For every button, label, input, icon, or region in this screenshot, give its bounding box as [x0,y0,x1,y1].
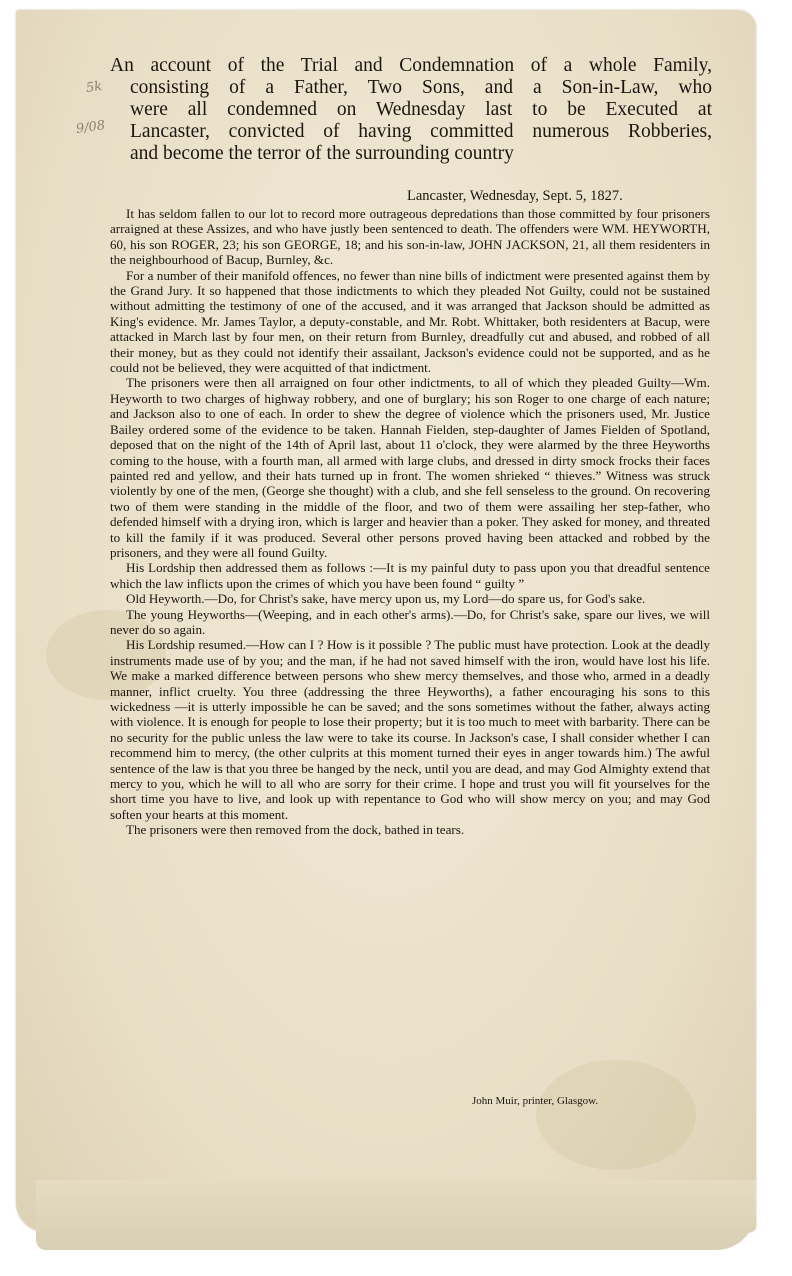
paragraph: The prisoners were then removed from the dock, bathed in tears. [126,822,465,838]
headline-line: consisting of a Father, Two Sons, and a Son-in-Law, who [130,77,712,98]
torn-bottom-edge [36,1180,756,1250]
headline [110,55,712,165]
pencil-note: 5k [85,78,104,97]
paragraph: The prisoners were then all arraigned on four other indictments, to all of which they pleaded Guilty—Wm. Heyworth to two charges of highway robbery, and one of burglary; his son Roger to one charge of each nature; and Jackson also to one of each. In order to shew the degree of violence which the prisoners used, Mr. Justice Bailey ordered some of the evidence to be taken. Hannah Fielden, step-daughter of James Fielden of Spotland, deposed that on the night of the 14th of April last, about 11 o'clock, they were alarmed by the three Heyworths coming to the house, with a fourth man, all armed with large clubs, and dressed in dirty smock frocks their faces painted red and yellow, and their hats turned up in front. The women shrieked “ thieves.” Witness was struck violently by one of the men, (George she thought) with a club, and she fell senseless to the ground. On recovering two of them were standing in the middle of the floor, and two of them were assailing her step-father, who defended himself with a drying iron, which is larger and heavier than a poker. They asked for money, and threated to kill the family if it was produced. Several other persons proved having been attacked and robbed by the prisoners, and they were all found Guilty. [110,375,710,560]
headline-line: An account of the Trial and Condemnation of a whole Family, [110,55,712,76]
paper-stain [536,1060,696,1170]
headline-line: were all condemned on Wednesday last to be Executed at [130,99,712,120]
paragraph: Old Heyworth.—Do, for Christ's sake, have mercy upon us, my Lord—do spare us, for God's sake. [126,591,646,607]
headline-line: Lancaster, convicted of having committed numerous Robberies, [130,121,712,142]
article-body [110,206,710,838]
paragraph: The young Heyworths—(Weeping, and in each other's arms).—Do, for Christ's sake, spare our lives, we will never do so again. [110,606,710,637]
printer-imprint: John Muir, printer, Glasgow. [472,1095,599,1107]
paragraph: His Lordship then addressed them as follows :—It is my painful duty to pass upon you that dreadful sentence which the law inflicts upon the crimes of which you have been found “ guilty ” [110,560,710,591]
paragraph: For a number of their manifold offences, no fewer than nine bills of indictment were presented against them by the Grand Jury. It so happened that those indictments to which they pleaded Not Guilty, could not be sustained without admitting the testimony of one of the accused, and it was arranged that Jackson should be admitted as King's evidence. Mr. James Taylor, a deputy-constable, and Mr. Robt. Whittaker, both residenters at Bacup, were attacked in March last by four men, on their return from Burnley, dreadfully cut and abused, and robbed of all their money, but as they could not identify their assailant, Jackson's evidence could not be supported, and as he could not be believed, they were acquitted of that indictment. [110,267,710,376]
paragraph: It has seldom fallen to our lot to record more outrageous depredations than those committed by four prisoners arraigned at these Assizes, and who have justly been sentenced to death. The offenders were WM. HEYWORTH, 60, his son ROGER, 23; his son GEORGE, 18; and his son-in-law, JOHN JACKSON, 21, all them residenters in the neighbourhood of Bacup, Burnley, &c. [110,206,710,268]
headline-line: and become the terror of the surrounding country [130,143,514,164]
pencil-note: 9/08 [75,118,107,137]
dateline: Lancaster, Wednesday, Sept. 5, 1827. [407,188,623,204]
paragraph: His Lordship resumed.—How can I ? How is it possible ? The public must have protection. Look at the deadly instruments made use of by you; and the man, if he had not saved himself with the iron, would have lost his life. We make a marked difference between persons who shew mercy themselves, and those who, armed in a deadly manner, inflict cruelty. You three (addressing the three Heyworths), a father encouraging his sons to this wickedness —it is utterly impossible he can be saved; and the sons sometimes without the father, always acting with violence. It is enough for people to lose their property; but it is too much to meet with barbarity. There can be no security for the public unless the law were to take its course. In Jackson's case, I shall consider whether I can recommend him to mercy, (the other culprits at this moment turned their eyes in anger towards him.) The awful sentence of the law is that you three be hanged by the neck, until you are dead, and may God Almighty extend that mercy to you, which he will to all who are sorry for their crime. I hope and trust you will fit yourselves for the short time you have to live, and look up with repentance to God who will show mercy on you; and may God soften your hearts at this moment. [110,637,710,822]
